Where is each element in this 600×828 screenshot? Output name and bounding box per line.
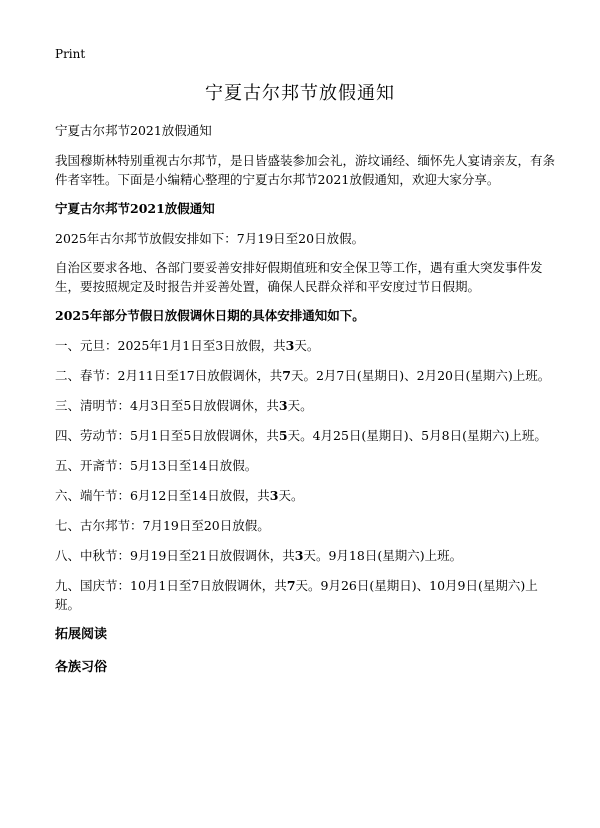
holiday-text: 七、古尔邦节：7月19日至20日放假。 (55, 518, 270, 533)
holiday-text-after: 天。 (287, 398, 313, 413)
holiday-text: 三、清明节：4月3日至5日放假调休，共 (55, 398, 279, 413)
requirement-paragraph: 自治区要求各地、各部门要妥善安排好假期值班和安全保卫等工作，遇有重大突发事件发生，要按照规定及时报告并妥善处置，确保人民群众祥和平安度过节日假期。 (55, 260, 543, 294)
holiday-item-new-year (55, 336, 560, 355)
holiday-days: 7 (282, 368, 291, 383)
holiday-text-after: 天。9月18日(星期六)上班。 (303, 548, 463, 563)
holiday-text: 九、国庆节：10月1日至7日放假调休，共 (55, 578, 287, 593)
holiday-item-mid-autumn (55, 546, 560, 565)
holiday-text: 二、春节：2月11日至17日放假调休，共 (55, 368, 283, 383)
holiday-text: 八、中秋节：9月19日至21日放假调休，共 (55, 548, 295, 563)
holiday-days: 3 (294, 548, 304, 563)
section-heading-schedule: 2025年部分节假日放假调休日期的具体安排通知如下。 (55, 308, 365, 323)
holiday-days: 3 (269, 488, 279, 503)
holiday-days: 5 (278, 428, 288, 443)
intro-paragraph: 我国穆斯林特别重视古尔邦节，是日皆盛装参加会礼，游坟诵经、缅怀先人宴请亲友，有条件者宰牲。下面是小编精心整理的宁夏古尔邦节2021放假通知，欢迎大家分享。 (55, 153, 556, 187)
holiday-item-spring-festival (55, 366, 560, 385)
page-title: 宁夏古尔邦节放假通知 (205, 83, 395, 104)
holiday-text-after: 天。9月26日(星期日)、10月9日(星期六)上班。 (55, 578, 538, 612)
holiday-days: 3 (278, 398, 288, 413)
article-body (55, 121, 560, 691)
holiday-text-after: 天。 (294, 338, 320, 353)
holiday-item-labor-day (55, 426, 560, 445)
holiday-item-national-day (55, 576, 560, 614)
holiday-item-dragon-boat (55, 486, 560, 505)
section-heading-notice: 宁夏古尔邦节2021放假通知 (55, 201, 215, 216)
holiday-text: 六、端午节：6月12日至14日放假，共 (55, 488, 270, 503)
holiday-text-after: 天。 (278, 488, 304, 503)
holiday-item-eid-al-adha (55, 516, 560, 535)
holiday-text-after: 天。4月25日(星期日)、5月8日(星期六)上班。 (287, 428, 547, 443)
print-link[interactable]: Print (55, 47, 86, 61)
holiday-item-qingming (55, 396, 560, 415)
holiday-days: 7 (286, 578, 296, 593)
holiday-text-after: 天。2月7日(星期日)、2月20日(星期六)上班。 (290, 368, 551, 383)
holiday-days: 3 (285, 338, 295, 353)
holiday-text: 四、劳动节：5月1日至5日放假调休，共 (55, 428, 279, 443)
extended-reading-heading: 拓展阅读 (55, 627, 108, 642)
holiday-text: 五、开斋节：5月13日至14日放假。 (55, 458, 258, 473)
customs-heading: 各族习俗 (55, 660, 108, 675)
holiday-item-eid-al-fitr (55, 456, 560, 475)
holiday-text: 一、元旦：2025年1月1日至3日放假，共 (55, 338, 286, 353)
arrangement-paragraph: 2025年古尔邦节放假安排如下：7月19日至20日放假。 (55, 231, 365, 246)
article-subtitle: 宁夏古尔邦节2021放假通知 (55, 123, 212, 138)
